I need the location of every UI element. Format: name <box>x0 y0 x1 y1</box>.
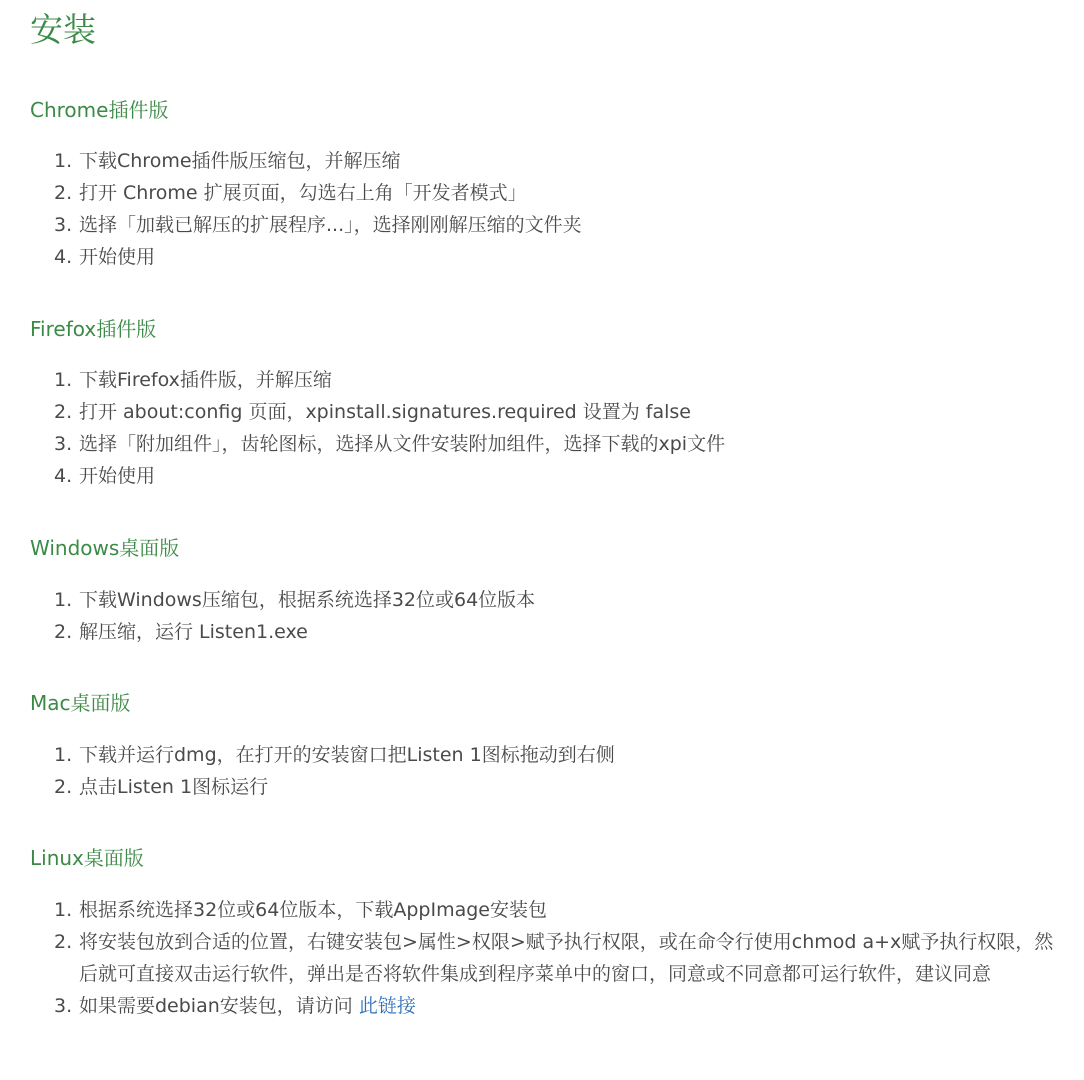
step-number: 2. <box>54 401 73 423</box>
step-text: 解压缩，运行 Listen1.exe <box>79 621 308 643</box>
debian-package-link[interactable]: 此链接 <box>358 995 416 1017</box>
step-text: 下载并运行dmg，在打开的安装窗口把Listen 1图标拖动到右侧 <box>79 744 615 766</box>
step-text: 开始使用 <box>79 246 156 268</box>
step-text: 打开 Chrome 扩展页面，勾选右上角「开发者模式」 <box>79 182 527 204</box>
list-item <box>54 460 1054 492</box>
step-number: 3. <box>54 214 73 236</box>
step-text: 打开 about:config 页面，xpinstall.signatures.required 设置为 false <box>79 401 691 423</box>
step-text: 根据系统选择32位或64位版本，下载AppImage安装包 <box>79 899 547 921</box>
step-text: 选择「加载已解压的扩展程序...」，选择刚刚解压缩的文件夹 <box>79 214 582 236</box>
chrome-extension-steps <box>54 145 1054 273</box>
step-text: 下载Firefox插件版，并解压缩 <box>79 369 332 391</box>
list-item <box>54 364 1054 396</box>
step-text-prefix: 如果需要debian安装包，请访问 <box>79 995 359 1017</box>
step-text: 下载Chrome插件版压缩包，并解压缩 <box>79 150 401 172</box>
linux-desktop-heading: Linux桌面版 <box>30 846 144 870</box>
page-title: 安装 <box>30 10 96 49</box>
step-number: 2. <box>54 182 73 204</box>
step-number: 2. <box>54 621 73 643</box>
step-number: 1. <box>54 589 73 611</box>
step-text: 开始使用 <box>79 465 156 487</box>
step-number: 1. <box>54 899 73 921</box>
list-item <box>54 990 1054 1022</box>
step-text: 下载Windows压缩包，根据系统选择32位或64位版本 <box>79 589 536 611</box>
mac-desktop-heading: Mac桌面版 <box>30 691 131 715</box>
windows-desktop-steps <box>54 584 1054 648</box>
step-number: 1. <box>54 744 73 766</box>
firefox-extension-heading: Firefox插件版 <box>30 317 157 341</box>
step-number: 2. <box>54 931 73 953</box>
list-item <box>54 241 1054 273</box>
list-item <box>54 771 1054 803</box>
firefox-extension-steps <box>54 364 1054 492</box>
list-item <box>54 739 1054 771</box>
step-text: 点击Listen 1图标运行 <box>79 776 269 798</box>
step-number: 2. <box>54 776 73 798</box>
step-text <box>79 990 1054 1022</box>
step-text: 选择「附加组件」，齿轮图标，选择从文件安装附加组件，选择下载的xpi文件 <box>79 433 726 455</box>
list-item <box>54 894 1054 926</box>
list-item <box>54 584 1054 616</box>
linux-desktop-steps <box>54 894 1054 1022</box>
list-item <box>54 428 1054 460</box>
list-item <box>54 145 1054 177</box>
list-item <box>54 616 1054 648</box>
list-item <box>54 177 1054 209</box>
windows-desktop-heading: Windows桌面版 <box>30 536 180 560</box>
step-number: 3. <box>54 995 73 1017</box>
step-number: 1. <box>54 150 73 172</box>
step-number: 1. <box>54 369 73 391</box>
list-item <box>54 396 1054 428</box>
list-item <box>54 926 1054 990</box>
step-text: 将安装包放到合适的位置，右键安装包>属性>权限>赋予执行权限，或在命令行使用chmod a+x赋予执行权限，然后就可直接双击运行软件，弹出是否将软件集成到程序菜单中的窗口，同意或不同意都可运行软件，建议同意 <box>79 931 1054 985</box>
step-number: 4. <box>54 465 73 487</box>
list-item <box>54 209 1054 241</box>
chrome-extension-heading: Chrome插件版 <box>30 98 169 122</box>
mac-desktop-steps <box>54 739 1054 803</box>
step-number: 3. <box>54 433 73 455</box>
step-number: 4. <box>54 246 73 268</box>
